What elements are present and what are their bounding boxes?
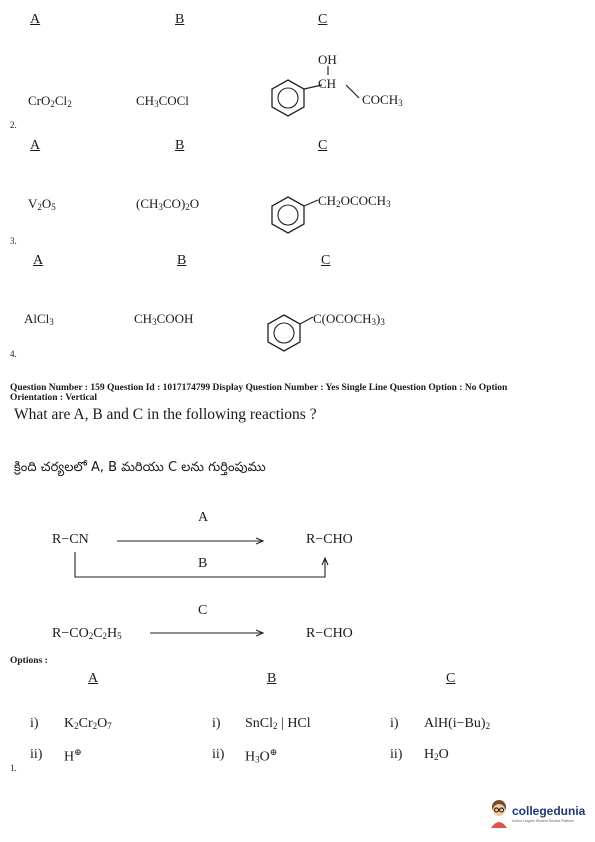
opt3-header-a: A: [30, 138, 41, 153]
opt1-header-c: C: [446, 671, 456, 686]
opt4-a-value: AlCl$_3$: [24, 311, 54, 327]
opt1-a-ii-value: H⊕: [64, 747, 82, 765]
opt4-b-value: $CH_3COOH$: [134, 311, 194, 327]
reaction1-product: R−CHO: [306, 532, 353, 547]
opt1-c-ii-marker: ii): [390, 747, 403, 762]
reaction1-reactant: R−CN: [52, 532, 89, 547]
opt3-header-c: C: [318, 138, 328, 153]
reagent-label-b: B: [198, 556, 208, 571]
opt1-a-i-value: $K_2Cr_2O_7$: [64, 716, 112, 731]
opt3-b-value: $(CH_3CO)_2O$: [136, 196, 200, 212]
opt1-b-i-marker: i): [212, 716, 221, 731]
opt1-b-ii-marker: ii): [212, 747, 225, 762]
opt2-header-c: C: [318, 12, 328, 27]
opt1-c-i-marker: i): [390, 716, 399, 731]
logo-name: collegedunia: [512, 804, 586, 818]
reaction2-product: R−CHO: [306, 626, 353, 641]
question-meta-line1: Question Number : 159 Question Id : 1017174799 Display Question Number : Yes Single Line Question Option : No Option: [10, 383, 508, 393]
opt4-header-a: A: [33, 253, 44, 268]
opt4-number: 4.: [10, 349, 17, 359]
reagent-label-c: C: [198, 603, 208, 618]
opt2-c-oh: OH: [318, 52, 337, 67]
opt3-c-value: $CH_2OCOCH_3$: [318, 193, 391, 209]
opt2-c-coch3: $COCH_3$: [362, 92, 403, 108]
opt3-a-value: $V_2O_5$: [28, 196, 56, 212]
opt1-b-i-value: SnCl$_2$ | HCl: [245, 716, 311, 731]
opt2-header-b: B: [175, 12, 185, 27]
collegedunia-logo: [488, 796, 588, 832]
opt4-c-value: $C(OCOCH_3)_3$: [313, 311, 385, 327]
opt1-header-a: A: [88, 671, 99, 686]
opt1-c-i-value: $AlH(i-Bu)_2$: [424, 716, 491, 731]
opt4-header-b: B: [177, 253, 187, 268]
opt1-a-ii-marker: ii): [30, 747, 43, 762]
reaction2-reactant: $R-CO_2C_2H_5$: [52, 626, 122, 641]
opt2-header-a: A: [30, 12, 41, 27]
question-english: What are A, B and C in the following reactions ?: [14, 406, 317, 423]
opt1-b-ii-value: $H_3O^\oplus$: [245, 747, 278, 765]
opt3-number: 3.: [10, 236, 17, 246]
opt1-number: 1.: [10, 763, 17, 773]
mascot-icon: [488, 798, 510, 828]
opt1-c-ii-value: $H_2O$: [424, 747, 449, 762]
question-meta-line2: Orientation : Vertical: [10, 393, 98, 403]
opt2-number: 2.: [10, 120, 17, 130]
opt2-b-value: $CH_3COCl$: [136, 93, 189, 109]
opt4-header-c: C: [321, 253, 331, 268]
opt2-a-value: $CrO_2Cl_2$: [28, 93, 72, 109]
reagent-label-a: A: [198, 510, 209, 525]
opt3-header-b: B: [175, 138, 185, 153]
options-label: Options :: [10, 656, 48, 666]
question-telugu: క్రింది చర్యలలో A, B మరియు C లను గుర్తింపుము: [14, 460, 266, 475]
opt1-a-i-marker: i): [30, 716, 39, 731]
opt2-c-ch: CH: [318, 76, 337, 91]
opt1-header-b: B: [267, 671, 277, 686]
logo-tagline: India's Largest Student Review Platform: [512, 819, 575, 823]
